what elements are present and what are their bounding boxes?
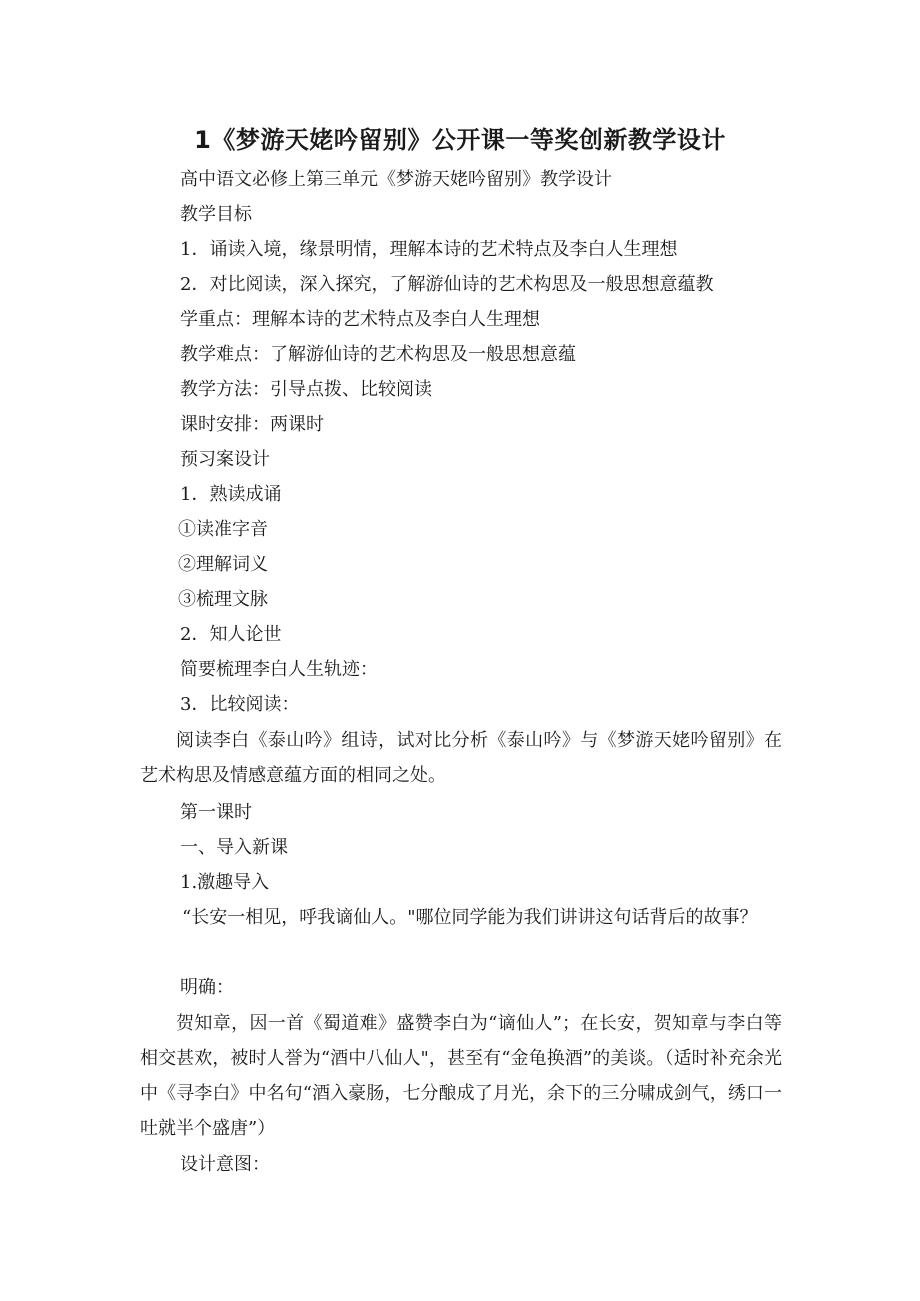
objective-item-1: 1．诵读入境，缘景明情，理解本诗的艺术特点及李白人生理想 [180, 239, 678, 260]
document-title: 1《梦游天姥吟留别》公开课一等奖创新教学设计 [194, 126, 726, 154]
preview-item-1: 1．熟读成诵 [180, 484, 282, 505]
preview-item-3-text: 阅读李白《泰山吟》组诗，试对比分析《泰山吟》与《梦游天姥吟留别》在艺术构思及情感意蕴方面的相同之处。 [140, 730, 782, 786]
clarify-label: 明确： [180, 977, 234, 998]
preview-subitem-1: ①读准字音 [178, 519, 268, 540]
intro-quote-paragraph: “长安一相见，呼我谪仙人。"哪位同学能为我们讲讲这句话背后的故事？ [182, 907, 758, 928]
preview-subitem-2: ②理解词义 [178, 554, 268, 575]
design-intent-label: 设计意图： [180, 1154, 270, 1175]
preview-item-2: 2．知人论世 [180, 624, 282, 645]
preview-heading: 预习案设计 [180, 449, 270, 470]
difficulties: 教学难点：了解游仙诗的艺术构思及一般思想意蕴 [180, 344, 576, 365]
key-points: 学重点：理解本诗的艺术特点及李白人生理想 [180, 309, 540, 330]
preview-item-3: 3．比较阅读： [180, 694, 300, 715]
document-subtitle: 高中语文必修上第三单元《梦游天姥吟留别》教学设计 [180, 169, 612, 190]
preview-subitem-3: ③梳理文脉 [178, 589, 268, 610]
step-heading: 1.激趣导入 [180, 872, 270, 893]
objectives-heading: 教学目标 [180, 204, 252, 225]
clarify-paragraph: 贺知章，因一首《蜀道难》盛赞李白为“谪仙人”；在长安，贺知章与李白等相交甚欢，被时人誉为“酒中八仙人"，甚至有“金龟换酒”的美谈。（适时补充余光中《寻李白》中名句“酒入豪肠，七分酿成了月光，余下的三分啸成剑气，绣口一吐就半个盛唐”） [140, 1013, 782, 1139]
teaching-methods: 教学方法：引导点拨、比较阅读 [180, 379, 432, 400]
class-schedule: 课时安排：两课时 [180, 414, 324, 435]
objective-item-2: 2．对比阅读，深入探究，了解游仙诗的艺术构思及一般思想意蕴教 [180, 274, 714, 295]
lesson-heading: 第一课时 [180, 802, 252, 823]
section-heading: 一、导入新课 [180, 837, 288, 858]
preview-item-2-text: 简要梳理李白人生轨迹： [180, 659, 378, 680]
